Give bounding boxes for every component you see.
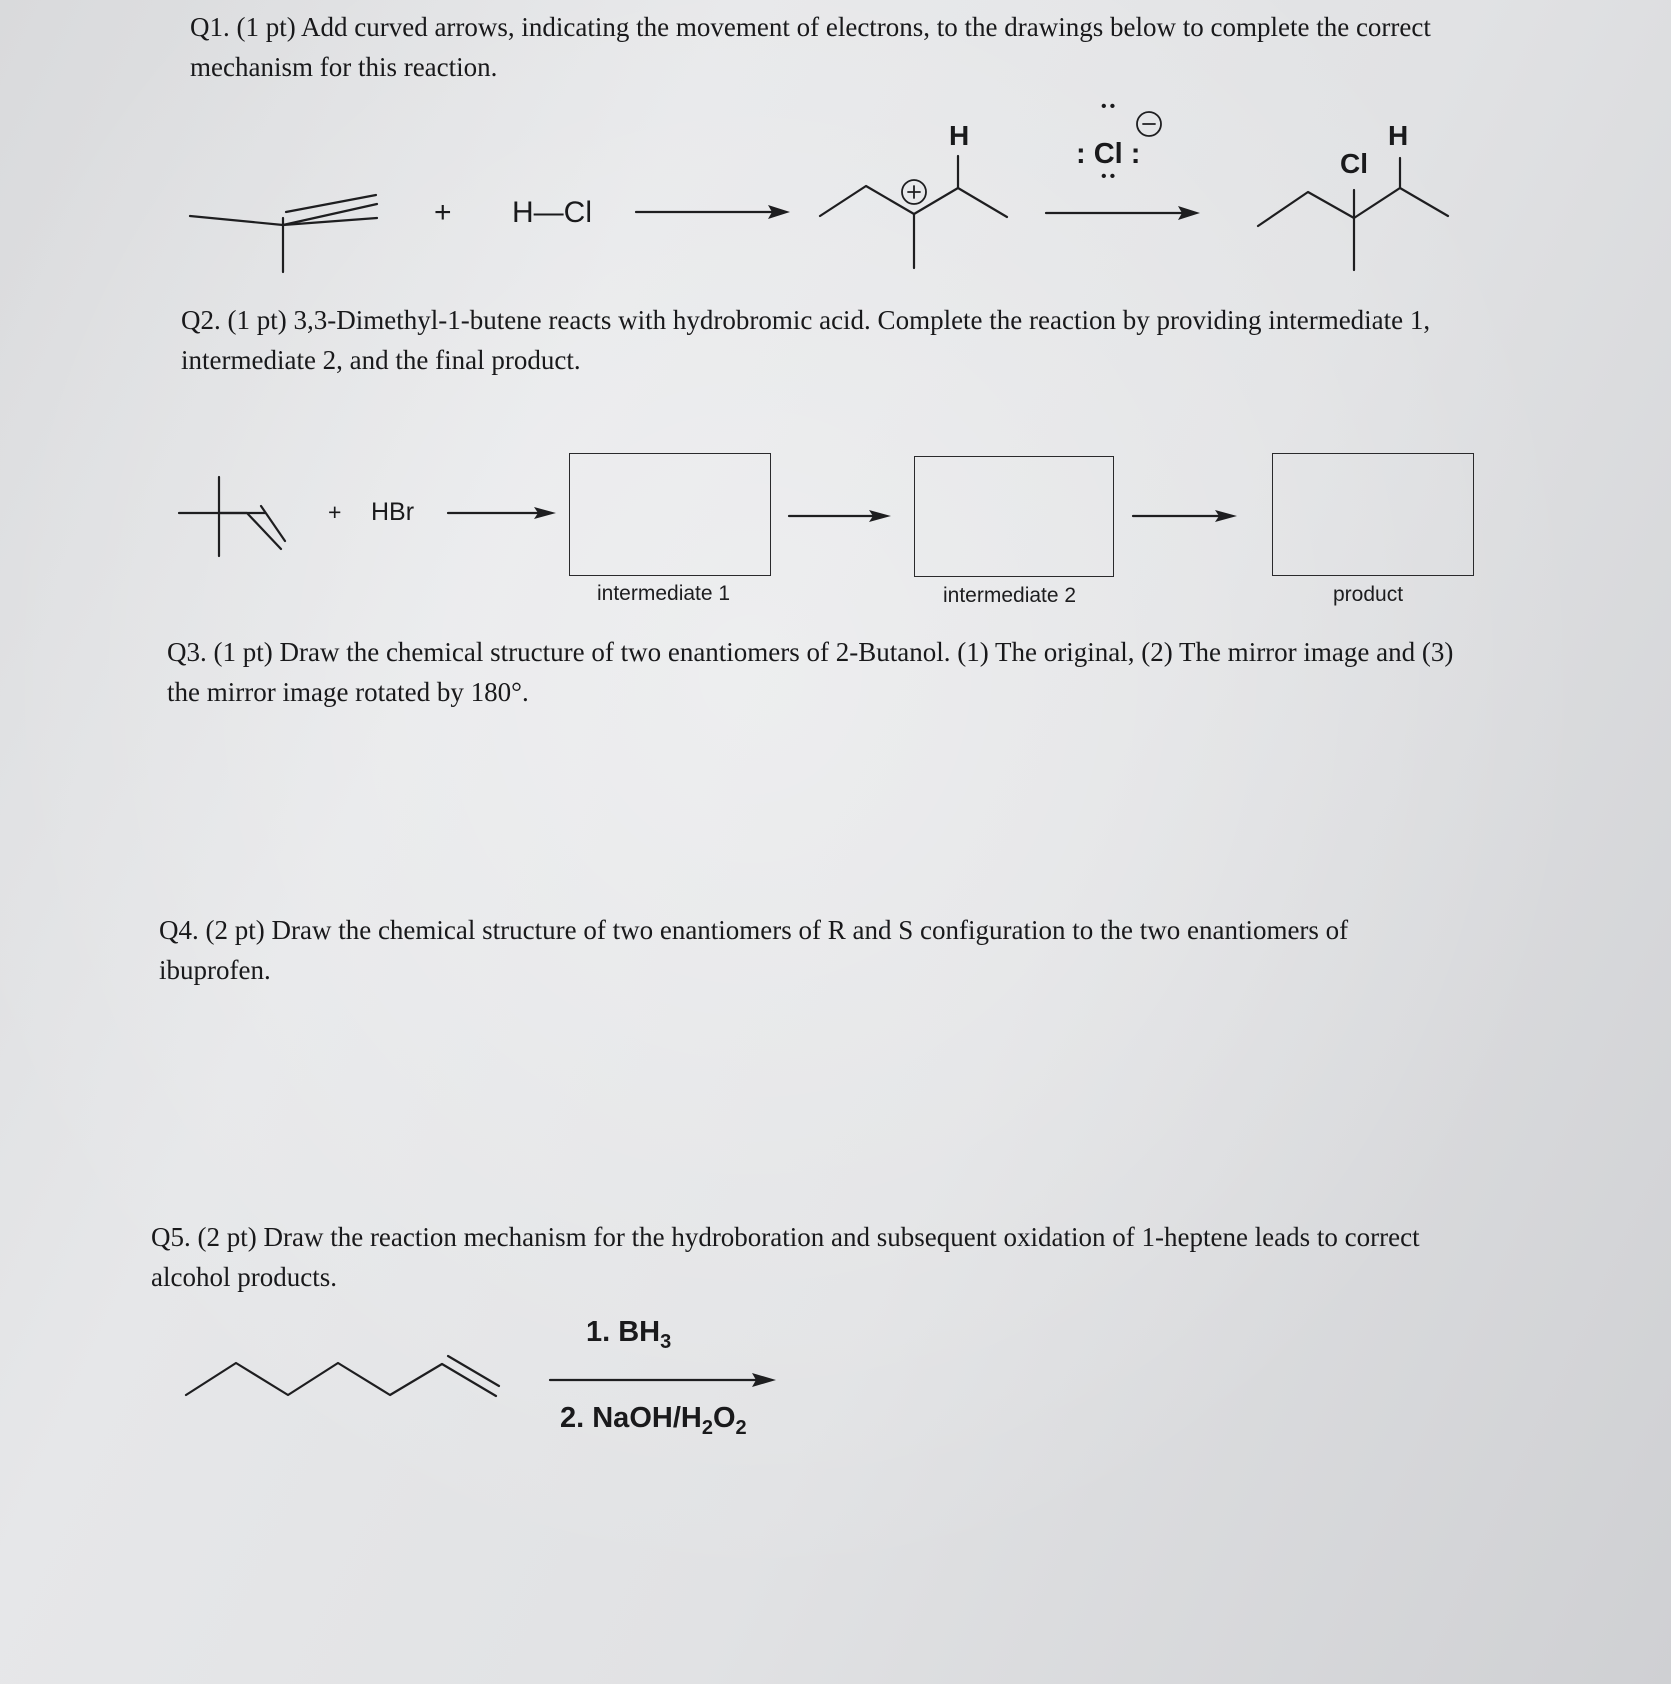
q1-reaction-arrow-1 <box>636 205 790 219</box>
q2-plus-sign: + <box>328 499 342 525</box>
q1-carbocation-h-label: H <box>949 120 970 151</box>
q2-arrow-1 <box>448 507 556 519</box>
q5-step1-text: 1. BH <box>586 1316 661 1348</box>
q5-step2-subscript-1: 2 <box>701 1416 713 1439</box>
q5-step1-subscript: 3 <box>660 1330 672 1353</box>
q1-hcl-reagent: H—Cl <box>512 196 592 229</box>
q2-hbr-reagent: HBr <box>371 498 415 526</box>
q1-carbocation-skeleton <box>820 156 1007 268</box>
q2-arrow-3 <box>1133 510 1237 522</box>
q5-step2-text: 2. NaOH/H <box>560 1402 702 1434</box>
q1-plus-sign: + <box>434 196 452 229</box>
q1-prompt: Q1. (1 pt) Add curved arrows, indicating the movement of electrons, to the drawings below to complete the correct mechanism for this reaction. <box>190 12 1431 82</box>
q3-prompt: Q3. (1 pt) Draw the chemical structure of two enantiomers of 2-Butanol. (1) The original, (2) The mirror image and (3) the mirror image rotated by 180°. <box>167 637 1454 707</box>
intermediate-1-answer-box[interactable] <box>569 453 771 576</box>
q5-prompt: Q5. (2 pt) Draw the reaction mechanism for the hydroboration and subsequent oxidation of 1-heptene leads to correct alcohol products. <box>151 1222 1420 1292</box>
q1-chloride-ion: : Cl : <box>1076 138 1141 170</box>
q2-arrow-2 <box>789 510 891 522</box>
product-answer-box[interactable] <box>1272 453 1474 576</box>
q5-reagent-step-1 <box>586 1316 671 1354</box>
q5-heptene-skeleton <box>186 1356 499 1396</box>
q1-alkene-skeleton <box>190 195 377 272</box>
q5-reagent-step-2 <box>560 1402 747 1440</box>
q1-product-cl-label: Cl <box>1340 148 1368 179</box>
q2-prompt: Q2. (1 pt) 3,3-Dimethyl-1-butene reacts with hydrobromic acid. Complete the reaction by providing intermediate 1, intermediate 2, and the final product. <box>181 305 1431 375</box>
q4-prompt: Q4. (2 pt) Draw the chemical structure of two enantiomers of R and S configuration to the two enantiomers of ibuprofen. <box>159 915 1349 985</box>
intermediate-2-label: intermediate 2 <box>943 584 1077 607</box>
q1-reaction-arrow-2 <box>1046 206 1200 220</box>
q1-product-h-label: H <box>1388 120 1409 151</box>
intermediate-2-answer-box[interactable] <box>914 456 1114 577</box>
q1-chloride-dots-bottom: •• <box>1101 168 1119 185</box>
q1-chloride-dots-top: •• <box>1101 98 1119 115</box>
q2-alkene-skeleton <box>179 477 285 556</box>
q5-step2-oxygen: O <box>712 1402 736 1434</box>
q5-reaction-arrow <box>550 1373 776 1387</box>
q5-step2-subscript-2: 2 <box>735 1416 747 1439</box>
product-label: product <box>1333 583 1404 606</box>
intermediate-1-label: intermediate 1 <box>597 582 731 605</box>
